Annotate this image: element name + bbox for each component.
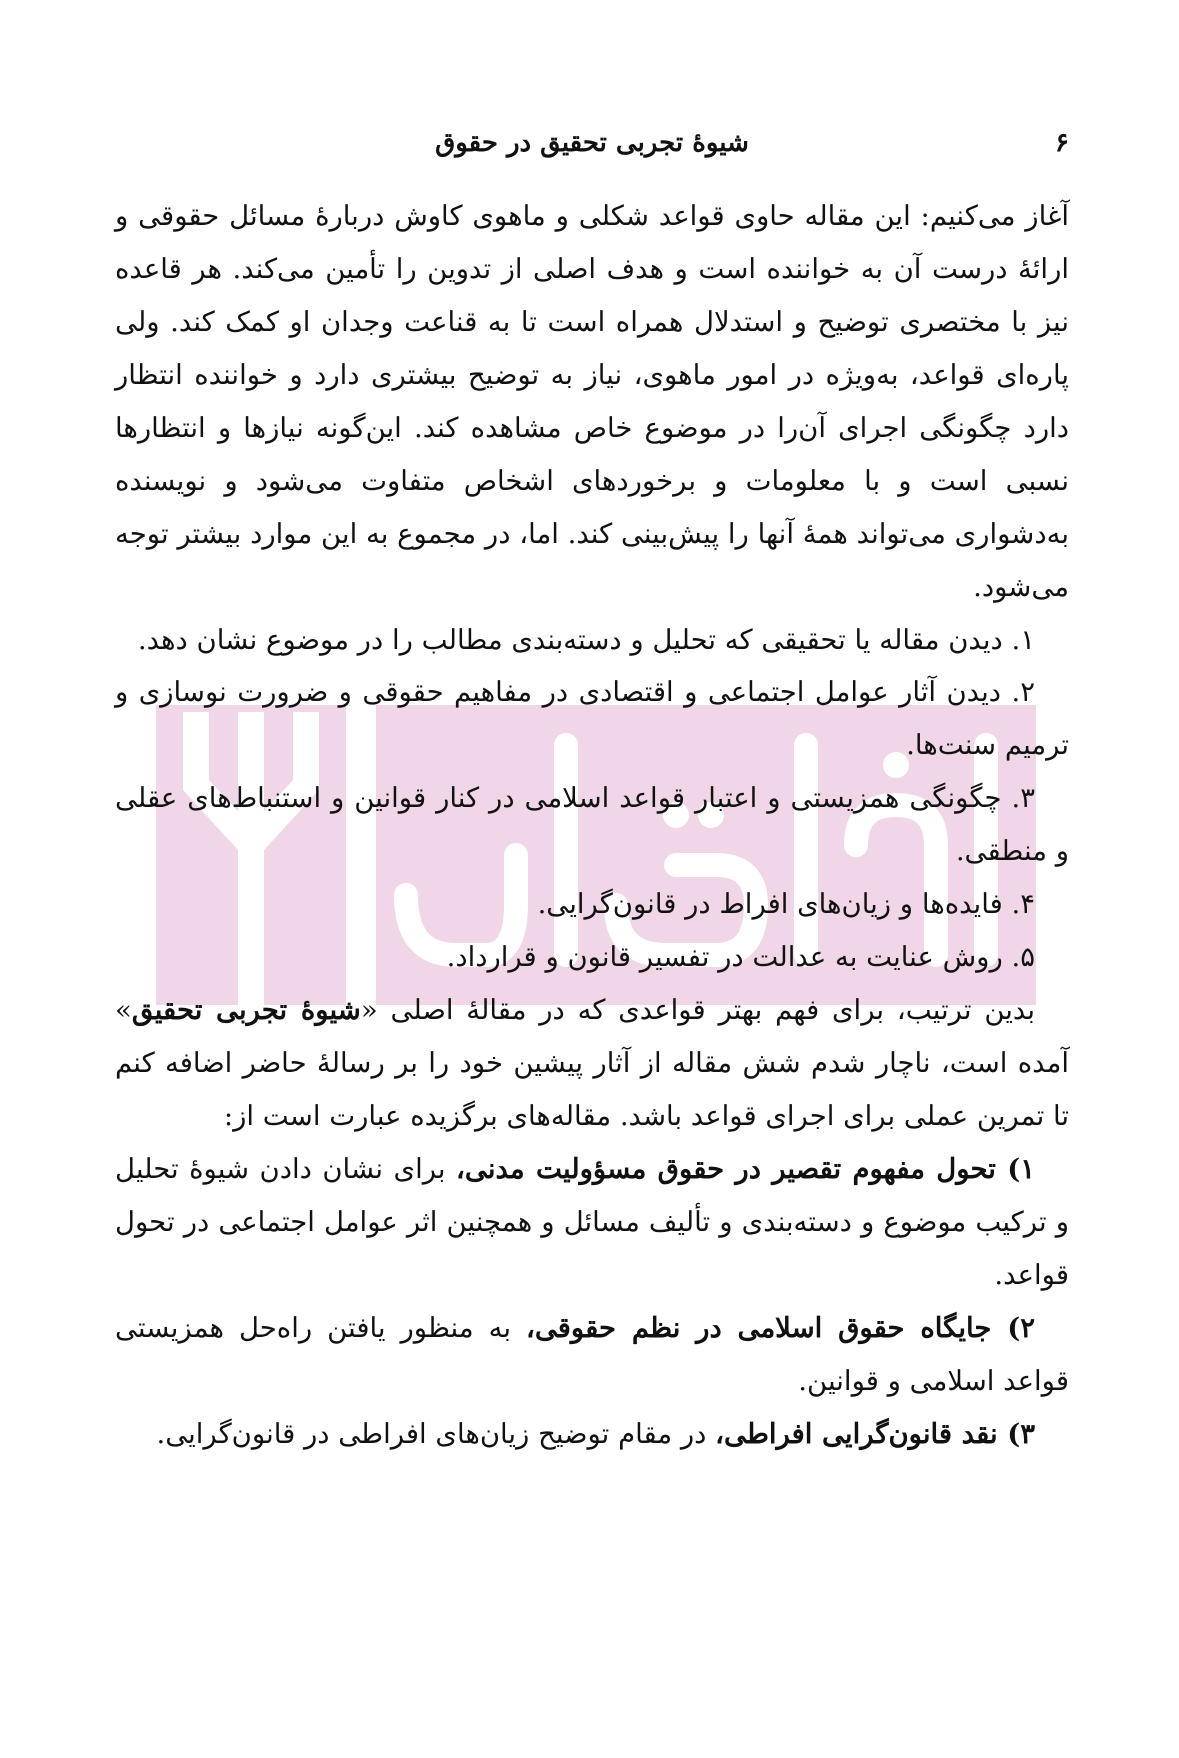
page-number: ۶ xyxy=(1055,128,1069,158)
selected-article xyxy=(115,1302,1069,1408)
selected-article-title: ۳) نقد قانون‌گرایی افراطی، xyxy=(715,1417,1035,1450)
selected-article-description: برای نشان دادن شیوهٔ تحلیل و ترکیب موضوع و دسته‌بندی و تألیف مسائل و همچنین اثر عوامل اجتماعی در تحول قواعد. xyxy=(115,1152,1069,1291)
list-item: ۴. فایده‌ها و زیان‌های افراط در قانون‌گرایی. xyxy=(537,888,1035,921)
selected-article-description: به منظور یافتن راه‌حل همزیستی قواعد اسلامی و قوانین. xyxy=(115,1311,1069,1397)
closing-bold-title: شیوهٔ تجربی تحقیق xyxy=(131,994,361,1027)
intro-paragraph: آغاز می‌کنیم: این مقاله حاوی قواعد شکلی و ماهوی کاوش دربارهٔ مسائل حقوقی و ارائهٔ درست آن به خواننده است و هدف اصلی از تدوین را تأمین می‌کند. هر قاعده نیز با مختصری توضیح و استدلال همراه است تا به قناعت وجدان او کمک کند. ولی پاره‌ای قواعد، به‌ویژه در امور ماهوی، نیاز به توضیح بیشتری دارد و خواننده انتظار دارد چگونگی اجرای آن‌را در موضوع خاص مشاهده کند. این‌گونه نیازها و انتظارها نسبی است و با معلومات و برخوردهای اشخاص متفاوت می‌شود و نویسنده به‌دشواری می‌تواند همهٔ آنها را پیش‌بینی کند. اما، در مجموع به این موارد بیشتر توجه می‌شود. xyxy=(115,200,1069,603)
list-item: ۵. روش عنایت به عدالت در تفسیر قانون و قرارداد. xyxy=(446,941,1035,974)
selected-article-title: ۱) تحول مفهوم تقصیر در حقوق مسؤولیت مدنی، xyxy=(456,1152,1035,1185)
page-header xyxy=(115,128,1069,172)
list-item: ۱. دیدن مقاله یا تحقیقی که تحلیل و دسته‌بندی مطالب را در موضوع نشان دهد. xyxy=(137,623,1035,656)
selected-article xyxy=(115,1143,1069,1302)
closing-text-end: » آمده است، ناچار شدم شش مقاله از آثار پیشین خود را بر رسالهٔ حاضر اضافه کنم تا تمرین عملی برای اجرای قواعد باشد. مقاله‌های برگزیده عبارت است از: xyxy=(115,994,1069,1132)
list-item: ۳. چگونگی همزیستی و اعتبار قواعد اسلامی در کنار قوانین و استنباط‌های عقلی و منطقی. xyxy=(115,782,1069,868)
running-title: شیوهٔ تجربی تحقیق در حقوق xyxy=(435,128,749,158)
closing-paragraph xyxy=(115,984,1069,1143)
page-body xyxy=(115,190,1069,1461)
closing-text-start: بدین ترتیب، برای فهم بهتر قواعدی که در مقالهٔ اصلی « xyxy=(360,994,1036,1027)
list-item: ۲. دیدن آثار عوامل اجتماعی و اقتصادی در مفاهیم حقوقی و ضرورت نوسازی و ترمیم سنت‌ها. xyxy=(115,676,1069,762)
selected-article-description: در مقام توضیح زیان‌های افراطی در قانون‌گرایی. xyxy=(156,1417,716,1450)
selected-article xyxy=(115,1408,1069,1461)
selected-article-title: ۲) جایگاه حقوق اسلامی در نظم حقوقی، xyxy=(525,1311,1035,1344)
